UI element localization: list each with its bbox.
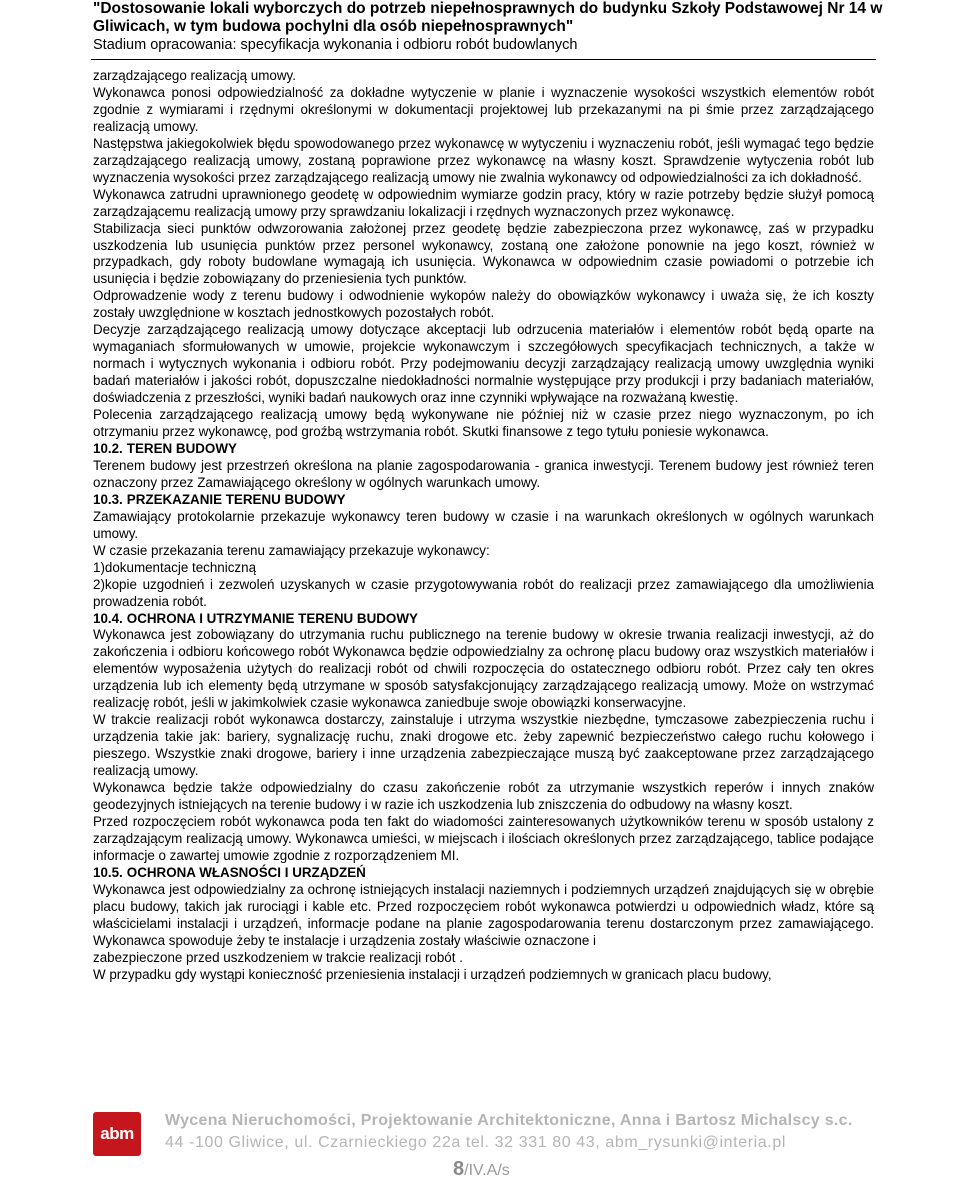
section-title: OCHRONA I UTRZYMANIE TERENU BUDOWY (126, 610, 418, 626)
document-header (93, 0, 883, 54)
paragraph: zabezpieczone przed uszkodzeniem w trakcie realizacji robót . (93, 949, 463, 965)
section-title: OCHRONA WŁASNOŚCI I URZĄDZEŃ (126, 864, 366, 880)
list-item: 1)dokumentacje techniczną (93, 559, 257, 575)
section-number: 10.5. (93, 864, 123, 880)
paragraph: W czasie przekazania terenu zamawiający przekazuje wykonawcy: (93, 542, 490, 558)
section-number: 10.4. (93, 610, 123, 626)
paragraph: Wykonawca jest odpowiedzialny za ochronę istniejących instalacji naziemnych i podziemnych urządzeń znajdujących się w obrębie placu budowy, takich jak rurociągi i kable etc. Przed rozpoczęciem robót wykonawca potwierdzi u odpowiednich władz, które są właścicielami instalacji i urządzeń, informacje podane na planie zagospodarowania terenu dostarczonym przez zamawiającego. Wykonawca spowoduje żeby te instalacje i urządzenia zostały właściwie oznaczone i (93, 881, 874, 948)
paragraph: Decyzje zarządzającego realizacją umowy dotyczące akceptacji lub odrzucenia materiałów i elementów robót będą oparte na wymaganiach sformułowanych w umowie, projekcie wykonawczym i szczegółowych specyfikacjach technicznych, a także w normach i wytycznych wykonania i odbioru robót. Przy podejmowaniu decyzji zarządzający realizacją umowy uwzględnia wyniki badań materiałów i jakości robót, dopuszczalne niedokładności normalnie występujące przy produkcji i przy badaniach materiałów, doświadczenia z przeszłości, wyniki badań naukowych oraz inne czynniki wpływające na rozważaną kwestię. (93, 322, 874, 406)
section-number: 10.3. (93, 491, 123, 507)
document-footer (93, 1108, 883, 1156)
page-number-value: 8 (453, 1158, 465, 1180)
header-divider (91, 59, 876, 60)
section-title: PRZEKAZANIE TERENU BUDOWY (126, 491, 346, 507)
paragraph: Następstwa jakiegokolwiek błędu spowodowanego przez wykonawcę w wytyczeniu i wyznaczeniu robót, jeśli wymagać tego będzie zarządzającego realizacją umowy, zostaną poprawione przez wykonawcę na własny koszt. Sprawdzenie wytyczenia robót lub wyznaczenia wysokości przez zarządzającego realizacją umowy nie zwalnia wykonawcy od odpowiedzialności za ich dokładność. (93, 135, 874, 185)
section-heading-10-5 (93, 865, 874, 882)
paragraph: Stabilizacja sieci punktów odwzorowania założonej przez geodetę będzie zabezpieczona przez wykonawcę, zaś w przypadku uszkodzenia lub usunięcia punktów przez personel wykonawcy, zostaną one założone ponownie na jego koszt, również w przypadkach, gdy roboty budowlane wymagają ich usunięcia. Wykonawca w odpowiednim czasie powiadomi o potrzebie ich usunięcia i będzie zobowiązany do przeniesienia tych punktów. (93, 220, 874, 287)
section-title: TEREN BUDOWY (126, 440, 237, 456)
paragraph: Przed rozpoczęciem robót wykonawca poda ten fakt do wiadomości zainteresowanych użytkowników terenu w sposób ustalony z zarządzającym realizacją umowy. Wykonawca umieści, w miejscach i ilościach określonych przez zarządzającego, tablice podające informacje o zawartej umowie zgodnie z rozporządzeniem MI. (93, 813, 874, 863)
section-heading-10-4 (93, 611, 874, 628)
paragraph: W trakcie realizacji robót wykonawca dostarczy, zainstaluje i utrzyma wszystkie niezbędne, tymczasowe zabezpieczenia ruchu i urządzenia takie jak: bariery, sygnalizację ruchu, znaki drogowe etc. żeby zapewnić bezpieczeństwo całego ruchu kołowego i pieszego. Wszystkie znaki drogowe, bariery i inne urządzenia zabezpieczające muszą być zaakceptowane przez zarządzającego realizacją umowy. (93, 712, 874, 779)
paragraph: Wykonawca jest zobowiązany do utrzymania ruchu publicznego na terenie budowy w okresie trwania realizacji inwestycji, aż do zakończenia i odbioru końcowego robót Wykonawca będzie odpowiedzialny za ochronę placu budowy oraz wszystkich materiałów i elementów wyposażenia użytych do realizacji robót od chwili rozpoczęcia do ostatecznego odbioru robót. Przez cały ten okres urządzenia lub ich elementy będą utrzymane w sposób satysfakcjonujący zarządzającego realizacją umowy. Może on wstrzymać realizację robót, jeśli w jakimkolwiek czasie wykonawca zaniedbuje swoje obowiązki konserwacyjne. (93, 627, 874, 711)
paragraph: Polecenia zarządzającego realizacją umowy będą wykonywane nie później niż w czasie przez niego wyznaczonym, po ich otrzymaniu przez wykonawcę, pod groźbą wstrzymania robót. Skutki finansowe z tego tytułu poniesie wykonawca. (93, 407, 874, 440)
section-number: 10.2. (93, 440, 123, 456)
paragraph: W przypadku gdy wystąpi konieczność przeniesienia instalacji i urządzeń podziemnych w granicach placu budowy, (93, 966, 772, 982)
abm-logo (93, 1112, 141, 1156)
paragraph: Terenem budowy jest przestrzeń określona na planie zagospodarowania - granica inwestycji. Terenem budowy jest również teren oznaczony przez Zamawiającego określony w ogólnych warunkach umowy. (93, 457, 874, 490)
logo-text: abm (100, 1124, 134, 1143)
footer-address: 44 -100 Gliwice, ul. Czarnieckiego 22a tel. 32 331 80 43, abm_rysunki@interia.pl (165, 1134, 786, 1151)
section-heading-10-3 (93, 492, 874, 509)
footer-company: Wycena Nieruchomości, Projektowanie Architektoniczne, Anna i Bartosz Michalscy s.c. (165, 1112, 853, 1129)
list-item: 2)kopie uzgodnień i zezwoleń uzyskanych w czasie przygotowywania robót do realizacji przez zamawiającego dla umożliwienia prowadzenia robót. (93, 576, 874, 609)
paragraph: Wykonawca będzie także odpowiedzialny do czasu zakończenie robót za utrzymanie wszystkich reperów i innych znaków geodezyjnych istniejących na terenie budowy i w razie ich uszkodzenia lub zniszczenia do odbudowy na własny koszt. (93, 780, 874, 812)
paragraph: Zamawiający protokolarnie przekazuje wykonawcy teren budowy w czasie i na warunkach określonych w ogólnych warunkach umowy. (93, 508, 874, 541)
page-number-suffix: /IV.A/s (464, 1162, 510, 1179)
document-body (93, 68, 874, 983)
paragraph: Wykonawca zatrudni uprawnionego geodetę w odpowiednim wymiarze godzin pracy, który w razie potrzeby będzie służył pomocą zarządzającemu realizacją umowy przy sprawdzaniu lokalizacji i rzędnych wyznaczonych przez wykonawcę. (93, 186, 874, 219)
header-title-line-1: "Dostosowanie lokali wyborczych do potrzeb niepełnosprawnych do budynku Szkoły Podstawowej Nr 14 w (93, 0, 883, 17)
header-title-line-2: Gliwicach, w tym budowa pochylni dla osób niepełnosprawnych" (93, 18, 574, 35)
header-stage-line: Stadium opracowania: specyfikacja wykonania i odbioru robót budowlanych (93, 37, 578, 53)
paragraph: Odprowadzenie wody z terenu budowy i odwodnienie wykopów należy do obowiązków wykonawcy i uważa się, że ich koszty zostały uwzględnione w kosztach jednostkowych pozostałych robót. (93, 288, 874, 321)
section-heading-10-2 (93, 441, 874, 458)
paragraph: zarządzającego realizacją umowy. (93, 68, 296, 83)
paragraph: Wykonawca ponosi odpowiedzialność za dokładne wytyczenie w planie i wyznaczenie wysokości wszystkich elementów robót zgodnie z wymiarami i rzędnymi określonymi w dokumentacji projektowej lub przekazanymi na pi śmie przez zarządzającego realizacją umowy. (93, 84, 874, 134)
